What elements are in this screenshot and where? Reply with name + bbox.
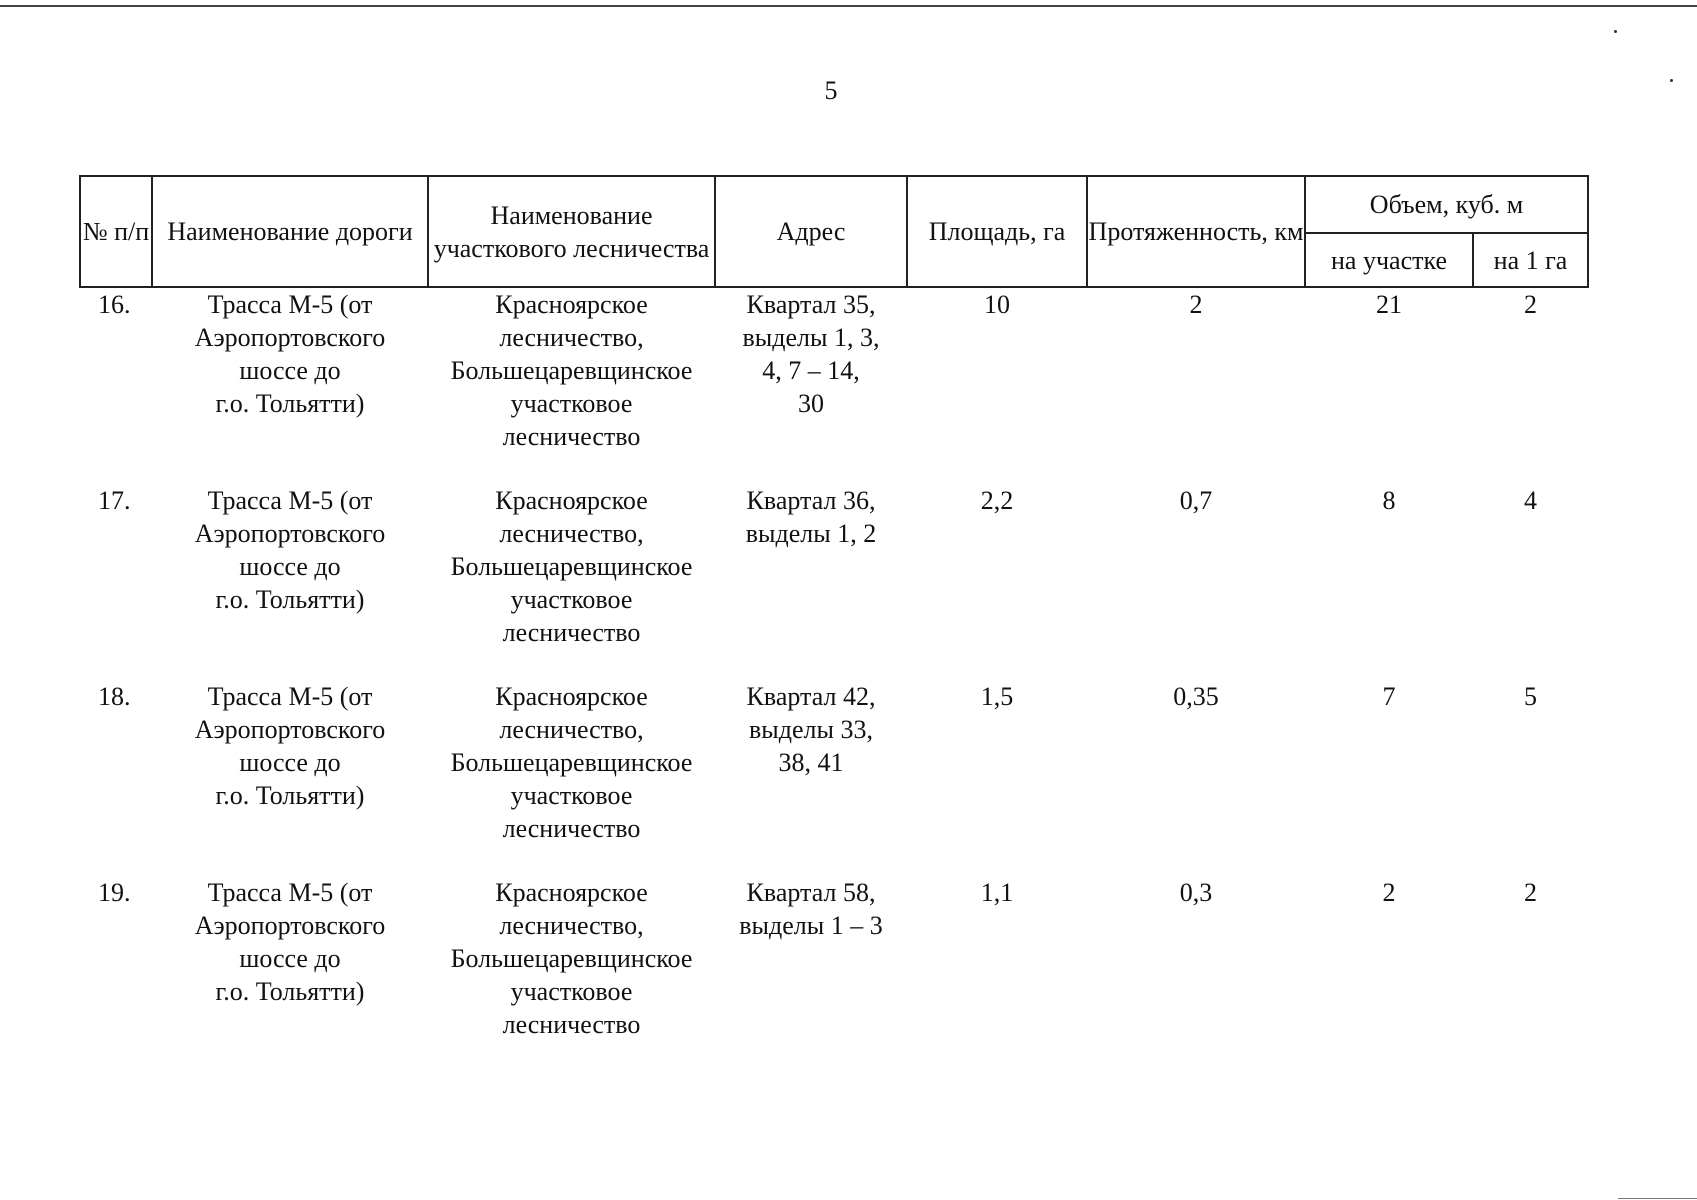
cell-line: шоссе до <box>239 748 341 777</box>
cell-area: 2,2 <box>980 486 1014 515</box>
cell-road <box>152 484 428 680</box>
cell-length: 0,7 <box>1179 486 1213 515</box>
cell-line: Квартал 36, <box>746 486 876 515</box>
cell-line: выделы 1, 3, <box>742 323 880 352</box>
cell-forestry <box>428 876 715 1072</box>
cell-num: 19. <box>98 878 131 907</box>
cell-address <box>715 680 907 876</box>
roads-table <box>79 175 1589 1072</box>
cell-forestry <box>428 287 715 484</box>
header-volume: Объем, куб. м <box>1305 176 1588 233</box>
header-length: Протяженность, км <box>1087 176 1305 287</box>
cell-line: Большецаревщинское <box>450 356 693 385</box>
cell-area: 1,5 <box>980 682 1014 711</box>
table-row <box>80 680 1588 876</box>
cell-line: участковое <box>510 977 633 1006</box>
cell-line: Аэропортовского <box>194 911 386 940</box>
cell-line: лесничество, <box>499 323 644 352</box>
table-header <box>80 176 1588 287</box>
cell-line: 4, 7 – 14, <box>762 356 860 385</box>
cell-line: Большецаревщинское <box>450 944 693 973</box>
cell-line: Аэропортовского <box>194 519 386 548</box>
cell-line: г.о. Тольятти) <box>215 585 365 614</box>
cell-line: Аэропортовского <box>194 323 386 352</box>
cell-address <box>715 484 907 680</box>
scan-speck <box>1670 79 1673 82</box>
cell-num: 17. <box>98 486 131 515</box>
cell-volume-site: 8 <box>1382 486 1396 515</box>
cell-volume-per-ha: 2 <box>1524 290 1537 319</box>
cell-line: выделы 1, 2 <box>745 519 877 548</box>
cell-line: Большецаревщинское <box>450 748 693 777</box>
cell-address <box>715 876 907 1072</box>
cell-line: лесничество, <box>499 715 644 744</box>
cell-line: Квартал 35, <box>746 290 876 319</box>
cell-num: 18. <box>98 682 131 711</box>
cell-line: Квартал 58, <box>746 878 876 907</box>
cell-volume-per-ha: 4 <box>1524 486 1537 515</box>
cell-address <box>715 287 907 484</box>
cell-forestry <box>428 484 715 680</box>
bottom-rule <box>1618 1198 1697 1199</box>
header-volume-per-ha: на 1 га <box>1473 233 1588 287</box>
scan-speck <box>1614 30 1617 33</box>
cell-line: лесничество <box>502 814 641 843</box>
table-row <box>80 287 1588 484</box>
cell-road <box>152 287 428 484</box>
header-num: № п/п <box>80 176 152 287</box>
cell-line: Красноярское <box>495 290 648 319</box>
cell-line: участковое <box>510 585 633 614</box>
cell-line: шоссе до <box>239 356 341 385</box>
cell-line: лесничество, <box>499 911 644 940</box>
cell-volume-site: 21 <box>1376 290 1402 319</box>
top-rule <box>0 5 1697 7</box>
cell-line: 38, 41 <box>778 748 844 777</box>
cell-line: Трасса М-5 (от <box>207 290 373 319</box>
cell-line: г.о. Тольятти) <box>215 781 365 810</box>
cell-volume-site: 7 <box>1382 682 1396 711</box>
header-forestry: Наименование участкового лесничества <box>428 176 715 287</box>
table-row <box>80 484 1588 680</box>
cell-line: шоссе до <box>239 552 341 581</box>
cell-line: выделы 1 – 3 <box>739 911 883 940</box>
cell-length: 0,3 <box>1179 878 1213 907</box>
table-row <box>80 876 1588 1072</box>
cell-line: г.о. Тольятти) <box>215 389 365 418</box>
cell-volume-per-ha: 5 <box>1524 682 1537 711</box>
cell-length: 0,35 <box>1173 682 1219 711</box>
cell-line: участковое <box>510 389 633 418</box>
header-volume-site: на участке <box>1305 233 1473 287</box>
cell-line: Красноярское <box>495 486 648 515</box>
cell-line: участковое <box>510 781 633 810</box>
cell-road <box>152 680 428 876</box>
cell-line: лесничество <box>502 618 641 647</box>
cell-line: 30 <box>798 389 824 418</box>
cell-line: Трасса М-5 (от <box>207 878 373 907</box>
cell-line: Большецаревщинское <box>450 552 693 581</box>
cell-line: Квартал 42, <box>746 682 876 711</box>
cell-length: 2 <box>1189 290 1203 319</box>
cell-line: лесничество <box>502 1010 641 1039</box>
cell-area: 1,1 <box>980 878 1014 907</box>
cell-forestry <box>428 680 715 876</box>
cell-line: шоссе до <box>239 944 341 973</box>
cell-line: г.о. Тольятти) <box>215 977 365 1006</box>
cell-line: лесничество <box>502 422 641 451</box>
cell-num: 16. <box>98 290 131 319</box>
cell-line: лесничество, <box>499 519 644 548</box>
cell-line: Аэропортовского <box>194 715 386 744</box>
cell-line: Трасса М-5 (от <box>207 682 373 711</box>
table-body <box>80 287 1588 1072</box>
cell-line: Красноярское <box>495 682 648 711</box>
header-road: Наименование дороги <box>152 176 428 287</box>
cell-volume-per-ha: 2 <box>1524 878 1537 907</box>
cell-volume-site: 2 <box>1382 878 1396 907</box>
cell-line: выделы 33, <box>749 715 873 744</box>
cell-line: Трасса М-5 (от <box>207 486 373 515</box>
header-address: Адрес <box>715 176 907 287</box>
cell-road <box>152 876 428 1072</box>
header-area: Площадь, га <box>907 176 1087 287</box>
cell-line: Красноярское <box>495 878 648 907</box>
cell-area: 10 <box>984 290 1010 319</box>
page-number: 5 <box>824 76 838 105</box>
